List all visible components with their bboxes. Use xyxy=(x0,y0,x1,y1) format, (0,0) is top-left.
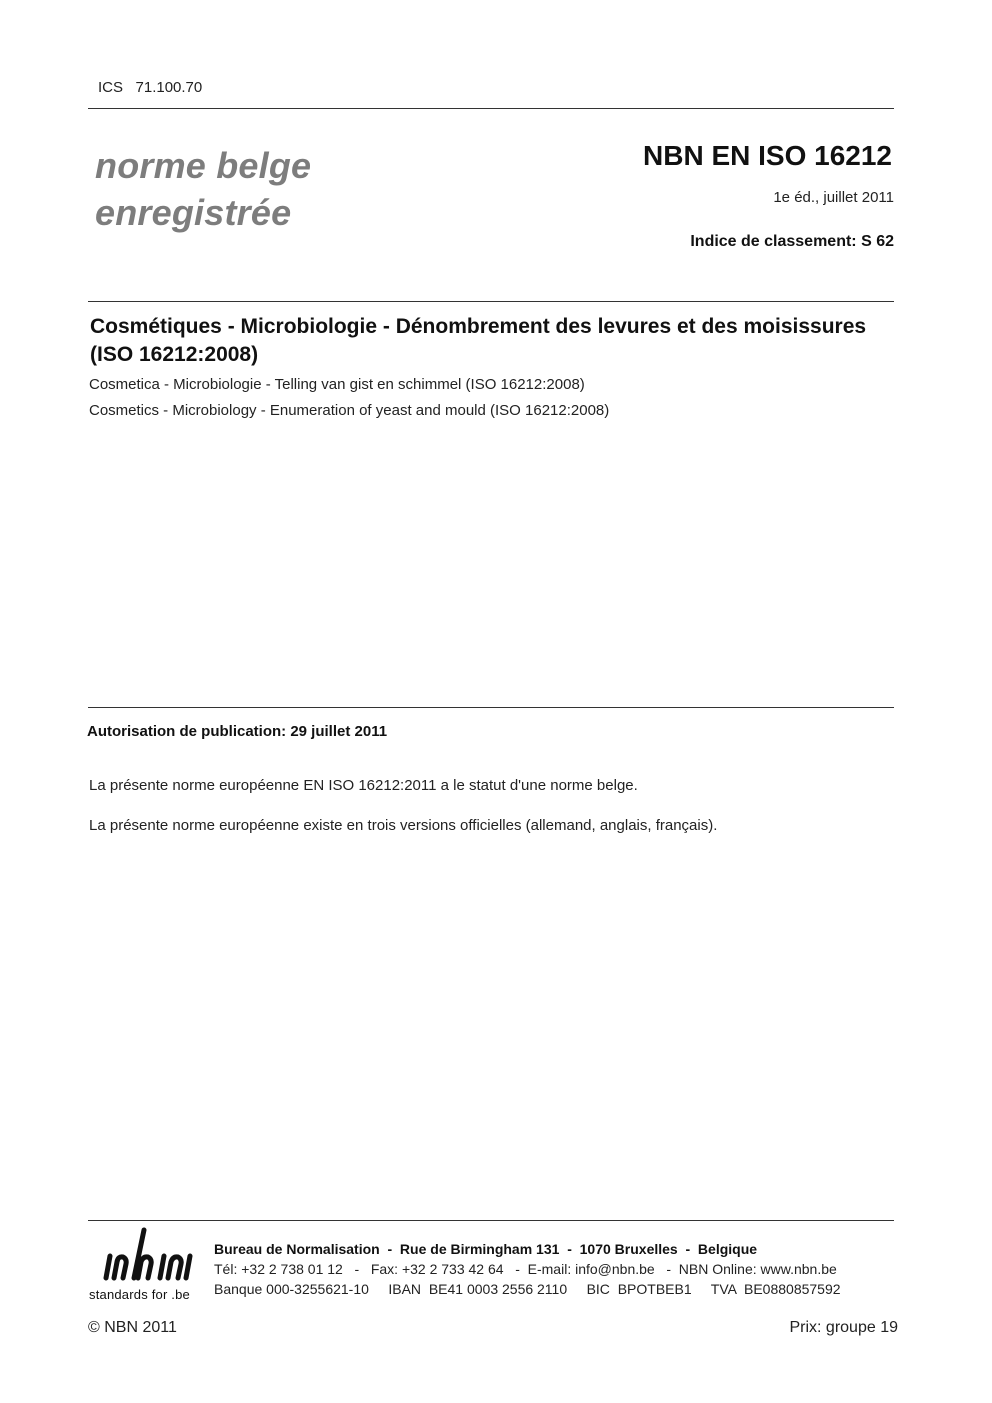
header-divider xyxy=(88,108,894,109)
edition-date: 1e éd., juillet 2011 xyxy=(773,189,894,206)
contact-details: Tél: +32 2 738 01 12 - Fax: +32 2 733 42 64 - E-mail: info@nbn.be - NBN Online: www.nbn.be xyxy=(214,1261,837,1277)
classification-index: Indice de classement: S 62 xyxy=(690,233,894,250)
copyright: © NBN 2011 xyxy=(88,1319,177,1336)
footer-divider xyxy=(88,1220,894,1221)
title-english: Cosmetics - Microbiology - Enumeration of yeast and mould (ISO 16212:2008) xyxy=(89,402,610,419)
versions-paragraph: La présente norme européenne existe en trois versions officielles (allemand, anglais, français). xyxy=(89,817,718,834)
bureau-address: Bureau de Normalisation - Rue de Birmingham 131 - 1070 Bruxelles - Belgique xyxy=(214,1241,758,1257)
title-dutch: Cosmetica - Microbiologie - Telling van gist en schimmel (ISO 16212:2008) xyxy=(89,376,585,393)
status-paragraph: La présente norme européenne EN ISO 16212:2011 a le statut d'une norme belge. xyxy=(89,777,638,794)
publication-authorisation: Autorisation de publication: 29 juillet 2011 xyxy=(87,723,388,740)
title-french: Cosmétiques - Microbiologie - Dénombrement des levures et des moisissures (ISO 16212:2008) xyxy=(90,315,867,366)
bank-details: Banque 000-3255621-10 IBAN BE41 0003 2556 2110 BIC BPOTBEB1 TVA BE0880857592 xyxy=(214,1281,841,1297)
title-divider-bottom xyxy=(88,707,894,708)
standard-number: NBN EN ISO 16212 xyxy=(643,140,892,171)
norme-belge-heading xyxy=(95,142,311,236)
norme-heading-line1: norme belge xyxy=(95,145,312,186)
logo-tagline: standards for .be xyxy=(89,1287,190,1302)
price-group: Prix: groupe 19 xyxy=(789,1319,898,1336)
norme-heading-line2: enregistrée xyxy=(95,192,292,233)
ics-code: ICS 71.100.70 xyxy=(98,79,203,96)
title-divider-top xyxy=(88,301,894,302)
